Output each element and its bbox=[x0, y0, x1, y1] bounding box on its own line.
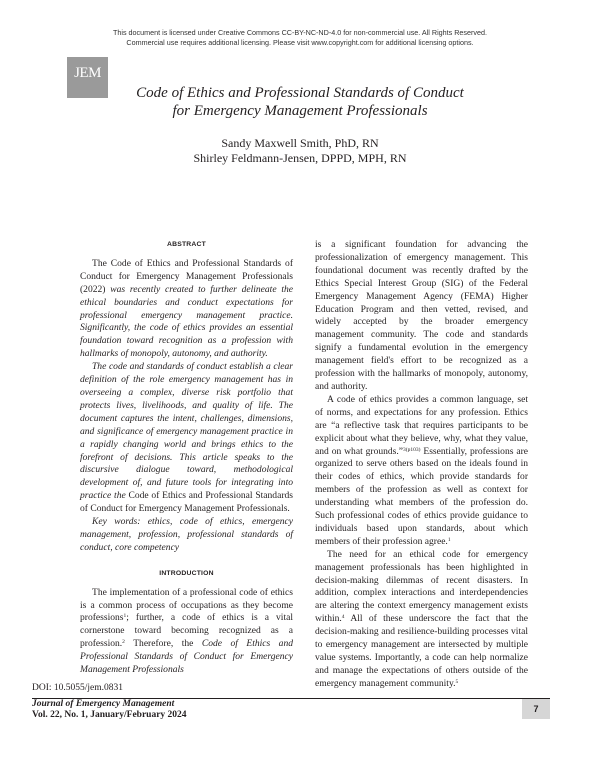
keywords: Key words: ethics, code of ethics, emergency management, profession, professional standards of conduct, core competency bbox=[80, 516, 293, 553]
license-notice bbox=[0, 28, 600, 47]
abstract-paragraph-2: The code and standards of conduct establish a clear definition of the role emergency management has in overseeing a complex, diverse risk portfolio that protects lives, livelihoods, and quality of life. The document captures the intent, challenges, dimensions, and significance of emergency management practice in a rapidly changing world and brings ethics to the forefront of decisions. This article speaks to the discursive dialogue toward, methodological development of, and future tools for integrating into practice the Code of Ethics and Professional Standards of Conduct for Emergency Management Professionals. bbox=[80, 361, 293, 515]
license-line-2: Commercial use requires additional licensing. Please visit www.copyright.com for additional licensing options. bbox=[126, 37, 474, 47]
intro-paragraph-1-continued: is a significant foundation for advancing the professionalization of emergency management. This foundational document was recently drafted by the Ethics Special Interest Group (SIG) of the Federal Emergency Management Agency (FEMA) Higher Education Program and then vetted, revised, and widely accepted by the broader emergency management community. The code and standards signify a fundamental evolution in the emergency management field's effort to be recognized as a profession with the hallmarks of monopoly, autonomy, and authority. bbox=[315, 239, 528, 392]
abstract-paragraph-1: The Code of Ethics and Professional Standards of Conduct for Emergency Management Professionals (2022) was recently created to further delineate the ethical boundaries and conduct expectations for professional emergency management practice. Significantly, the code of ethics provides an essential foundation toward recognition as a profession with hallmarks of monopoly, autonomy, and authority. bbox=[80, 257, 293, 360]
journal-footer bbox=[32, 699, 187, 721]
doi: DOI: 10.5055/jem.0831 bbox=[32, 683, 124, 693]
citation-ref: 3(p103) bbox=[403, 446, 421, 453]
right-column bbox=[315, 239, 528, 691]
journal-volume: Vol. 22, No. 1, January/February 2024 bbox=[32, 710, 187, 720]
author-2: Shirley Feldmann-Jensen, DPPD, MPH, RN bbox=[193, 151, 407, 165]
license-line-1: This document is licensed under Creative Commons CC-BY-NC-ND-4.0 for non-commercial use. All Rights Reserved. bbox=[112, 28, 488, 37]
intro-paragraph-3: The need for an ethical code for emergency management professionals has been highlighted in decision-making dilemmas of recent disasters. In addition, complex interactions and interdependencies are altering the context emergency management exists within.$^4$ All of these underscore the fact that the decision-making and resilience-building processes vital to emergency management are intersected by multiple value systems. Importantly, a code can help normalize and manage the expectations of others outside of the emergency management community.$^5$ bbox=[315, 548, 528, 689]
title-line-2: for Emergency Management Professionals bbox=[172, 103, 428, 119]
intro-paragraph-2: A code of ethics provides a common language, set of norms, and expectations for any profession. Ethics are “a reflective task that requires participants to be explicit about what they believe, why, what they value, and on what grounds.”$^{3(p103)}$ Essentially, professions are organized to serve others based on the ideals found in their codes of ethics, which provide standards for members of the profession as well as context for understanding what members of the profession do. Such professional codes of ethics provide guidance to individuals based upon standards, about which members of their profession agree.$^1$ bbox=[315, 393, 529, 547]
citation-ref: 4 bbox=[341, 614, 345, 621]
introduction-heading: INTRODUCTION bbox=[159, 569, 214, 577]
article-title bbox=[100, 84, 500, 120]
citation-ref: 1 bbox=[447, 536, 451, 543]
logo-text: JEM bbox=[74, 65, 101, 81]
citation-ref: 2 bbox=[122, 639, 125, 646]
title-line-1: Code of Ethics and Professional Standards of Conduct bbox=[136, 85, 464, 101]
intro-continuation-placeholder bbox=[315, 239, 528, 394]
abstract-heading: ABSTRACT bbox=[167, 241, 206, 248]
citation-ref: 5 bbox=[455, 678, 459, 685]
author-1: Sandy Maxwell Smith, PhD, RN bbox=[221, 136, 379, 150]
intro-paragraph-1: The implementation of a professional code of ethics is a common process of occupations as they become professions$^1$; further, a code of ethics is a vital cornerstone toward becoming recognized as a profession.$^2$ Therefore, the Code of Ethics and Professional Standards of Conduct for Emergency Management Professionals bbox=[80, 586, 294, 676]
left-column bbox=[80, 239, 293, 677]
journal-name: Journal of Emergency Management bbox=[32, 699, 175, 709]
author-list bbox=[100, 136, 500, 166]
page-number: 7 bbox=[522, 699, 550, 719]
citation-ref: 1 bbox=[123, 613, 127, 620]
